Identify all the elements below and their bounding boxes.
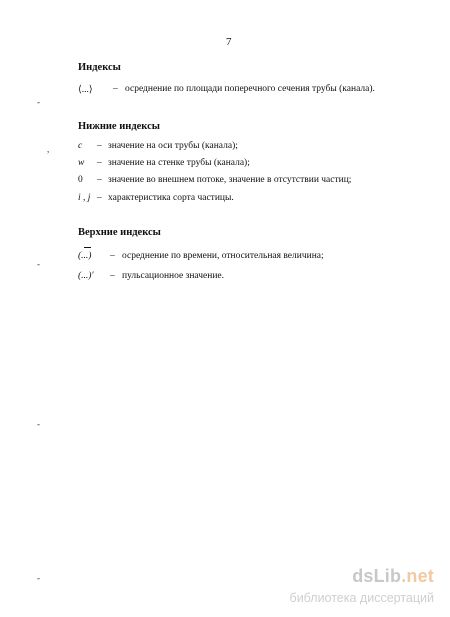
symbol-angle-brackets: ⟨...⟩ bbox=[78, 85, 93, 95]
watermark-logo bbox=[352, 566, 434, 587]
section-title-upper-indices: Верхние индексы bbox=[78, 227, 161, 238]
definition-text: осреднение по времени, относительная величина; bbox=[122, 251, 324, 261]
margin-mark: - bbox=[37, 419, 40, 429]
section-title-indices: Индексы bbox=[78, 62, 121, 73]
dash: – bbox=[97, 158, 102, 168]
dash: – bbox=[97, 193, 102, 203]
symbol-prime-dots: (...)′ bbox=[78, 271, 94, 281]
watermark-logo-main: dsLib bbox=[352, 566, 402, 586]
definition-text: осреднение по площади поперечного сечения трубы (канала). bbox=[125, 84, 375, 94]
margin-mark: - bbox=[37, 573, 40, 583]
dash: – bbox=[110, 271, 115, 281]
margin-mark: - bbox=[37, 259, 40, 269]
watermark-logo-tld: .net bbox=[401, 566, 434, 586]
definition-text: характеристика сорта частицы. bbox=[108, 193, 234, 203]
dash: – bbox=[110, 251, 115, 261]
watermark-subtitle: библиотека диссертаций bbox=[289, 591, 434, 605]
dash: – bbox=[113, 84, 118, 94]
symbol-overbar-dots bbox=[78, 251, 91, 261]
definition-text: значение на стенке трубы (канала); bbox=[108, 158, 250, 168]
margin-mark: - bbox=[37, 97, 40, 107]
symbol-zero: 0 bbox=[78, 175, 83, 185]
dash: – bbox=[97, 175, 102, 185]
page-number: 7 bbox=[226, 36, 232, 48]
margin-mark: , bbox=[47, 144, 50, 154]
symbol-i-j: i , j bbox=[78, 193, 91, 203]
overbar-symbol: (...) bbox=[78, 251, 92, 261]
symbol-w: w bbox=[78, 158, 85, 168]
section-title-lower-indices: Нижние индексы bbox=[78, 121, 160, 132]
symbol-c: c bbox=[78, 141, 83, 151]
definition-text: значение на оси трубы (канала); bbox=[108, 141, 238, 151]
dash: – bbox=[97, 141, 102, 151]
definition-text: значение во внешнем потоке, значение в отсутствии частиц; bbox=[108, 175, 352, 185]
definition-text: пульсационное значение. bbox=[122, 271, 225, 281]
